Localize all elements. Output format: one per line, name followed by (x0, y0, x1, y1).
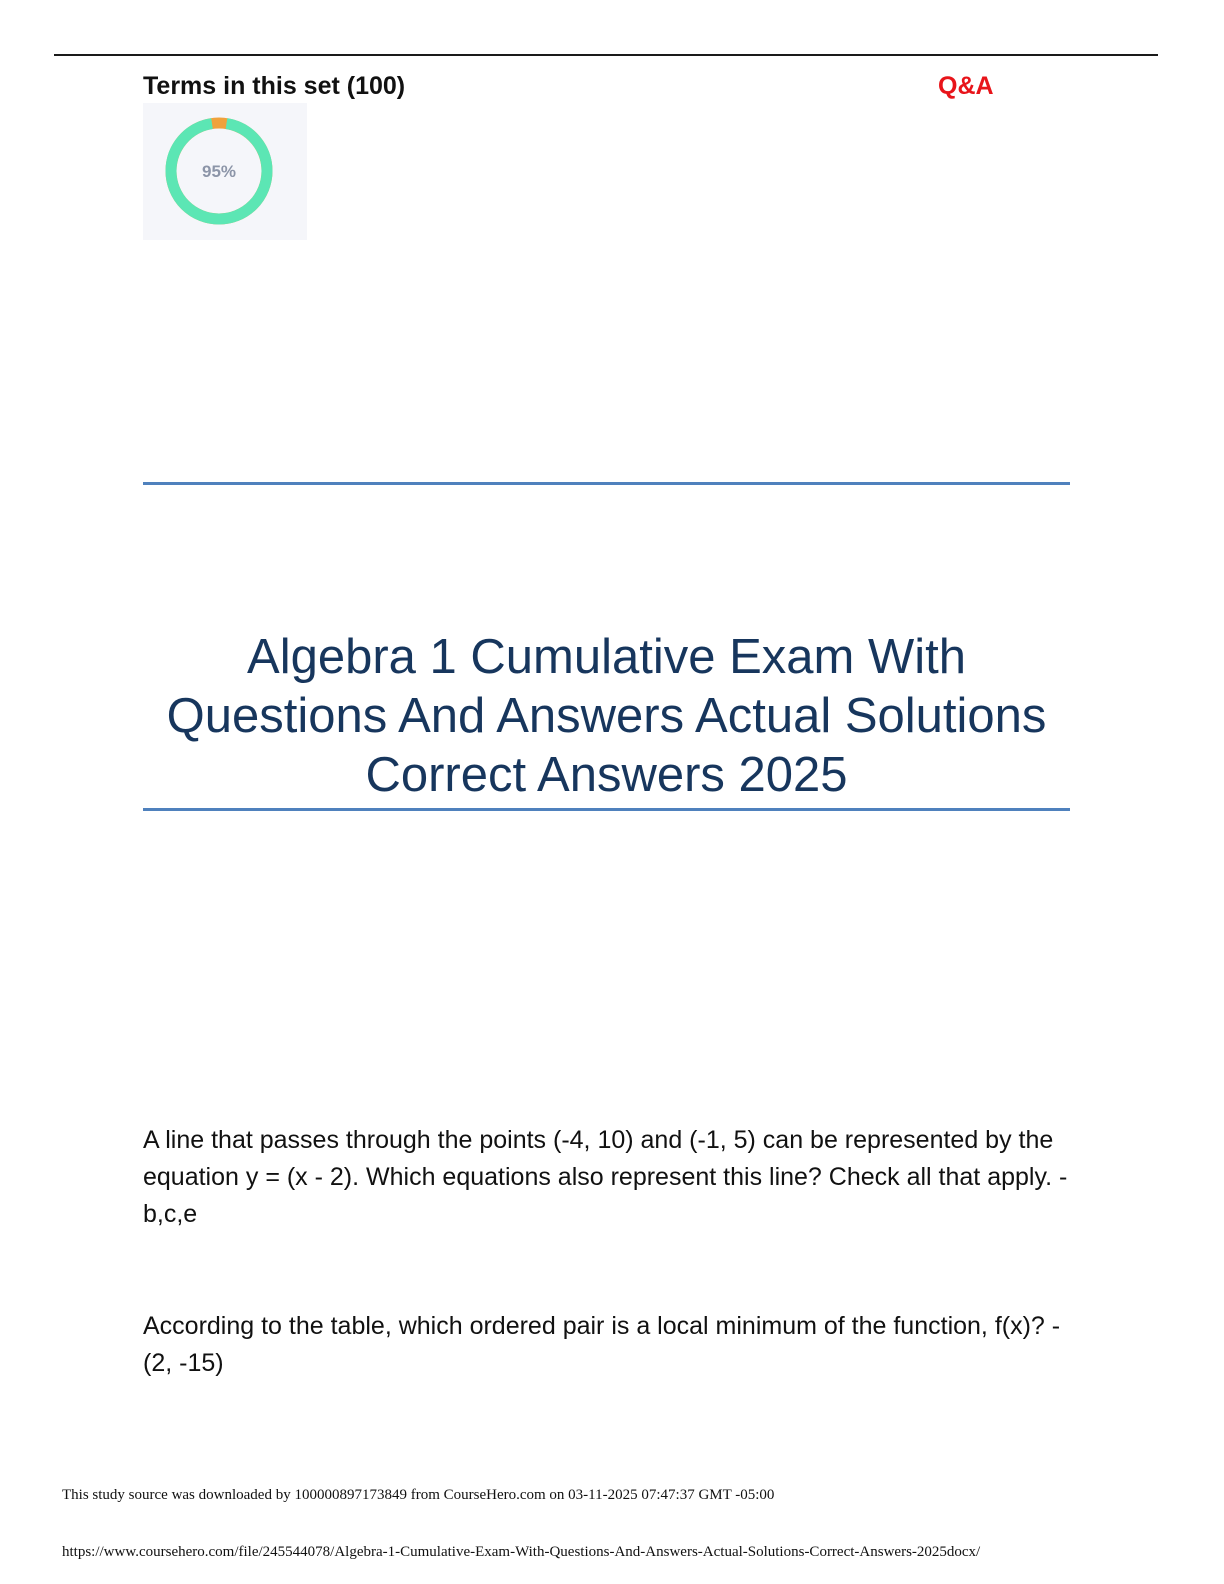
qa-label: Q&A (938, 72, 994, 100)
top-divider (54, 54, 1158, 56)
footer-url[interactable]: https://www.coursehero.com/file/245544078/Algebra-1-Cumulative-Exam-With-Questions-And-Answers-Actual-Solutions-Correct-Answers-2025docx/ (62, 1544, 981, 1560)
document-title: Algebra 1 Cumulative Exam With Questions And Answers Actual Solutions Correct Answers 2025 (166, 630, 1047, 802)
question-item: A line that passes through the points (-4, 10) and (-1, 5) can be represented by the equation y = (x - 2). Which equations also represent this line? Check all that apply. - b,c,e (143, 1126, 1068, 1228)
progress-donut-chart (143, 103, 307, 240)
progress-donut (143, 103, 307, 240)
title-divider-bottom (143, 808, 1070, 811)
question-item: According to the table, which ordered pair is a local minimum of the function, f(x)? - (2, -15) (143, 1312, 1061, 1377)
terms-set-title: Terms in this set (100) (143, 72, 406, 100)
title-divider-top (143, 482, 1070, 485)
footer-source-note: This study source was downloaded by 100000897173849 from CourseHero.com on 03-11-2025 07:47:37 GMT -05:00 (62, 1487, 775, 1503)
progress-percent-label: 95% (201, 162, 237, 181)
